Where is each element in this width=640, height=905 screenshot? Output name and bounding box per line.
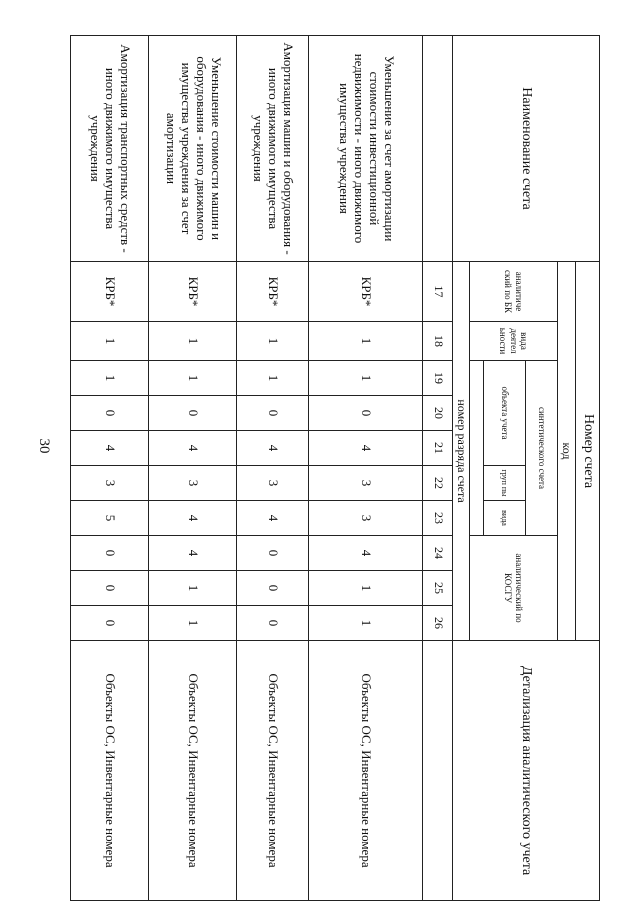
row-value: 1 (309, 322, 423, 361)
digit-26: 26 (423, 606, 453, 641)
row-value: 1 (309, 361, 423, 396)
object-header: объекта учета (484, 361, 526, 466)
row-value: КРБ* (309, 262, 423, 322)
row-value: КРБ* (237, 262, 309, 322)
row-value: 0 (149, 396, 237, 431)
table-row (149, 36, 237, 901)
row-value: 1 (71, 322, 149, 361)
digit-24: 24 (423, 536, 453, 571)
row-detail: Объекты ОС, Инвентарные номера (149, 641, 237, 901)
row-value: 4 (237, 501, 309, 536)
kind-header: вида (484, 501, 526, 536)
row-value: 0 (71, 571, 149, 606)
row-value: 3 (309, 501, 423, 536)
digit-19: 19 (423, 361, 453, 396)
row-detail: Объекты ОС, Инвентарные номера (71, 641, 149, 901)
analytic-bk-header: аналитиче ский по БК (470, 262, 558, 322)
row-detail: Объекты ОС, Инвентарные номера (237, 641, 309, 901)
row-value: 0 (71, 396, 149, 431)
row-account-name: Уменьшение за счет амортизации стоимости инвестиционной недвижимости - иного движимого имущества учреждения (309, 36, 423, 262)
table-row (237, 36, 309, 901)
row-account-name: Амортизация машин и оборудования - иного движимого имущества учреждения (237, 36, 309, 262)
rotated-page-content (80, 35, 600, 900)
account-name-header: Наименование счета (453, 36, 600, 262)
row-value: 1 (309, 571, 423, 606)
accounts-table (70, 35, 600, 901)
row-value: 3 (237, 466, 309, 501)
row-value: 4 (149, 536, 237, 571)
empty-cell (423, 641, 453, 901)
synthetic-account-header: синтетического счета (526, 361, 558, 536)
code-header: код (558, 262, 576, 641)
row-value: КРБ* (71, 262, 149, 322)
table-row (71, 36, 149, 901)
row-value: 1 (149, 606, 237, 641)
empty-cell (423, 36, 453, 262)
row-value: 0 (71, 536, 149, 571)
digit-25: 25 (423, 571, 453, 606)
row-value: КРБ* (149, 262, 237, 322)
activity-type-header: вида деятел ьности (470, 322, 558, 361)
row-value: 0 (309, 396, 423, 431)
row-value: 4 (149, 501, 237, 536)
digit-number-header: номер разряда счета (453, 262, 470, 641)
row-value: 1 (237, 361, 309, 396)
digit-18: 18 (423, 322, 453, 361)
digit-21: 21 (423, 431, 453, 466)
row-value: 0 (237, 536, 309, 571)
row-value: 3 (309, 466, 423, 501)
row-value: 4 (237, 431, 309, 466)
row-value: 1 (149, 322, 237, 361)
row-value: 3 (149, 466, 237, 501)
row-value: 1 (309, 606, 423, 641)
digit-number-row (423, 36, 453, 901)
page-number: 30 (36, 438, 52, 454)
row-account-name: Уменьшение стоимости машин и оборудования - иного движимого имущества учреждения за счет амортизации (149, 36, 237, 262)
row-account-name: Амортизация транспортных средств - иного движимого имущества учреждения (71, 36, 149, 262)
row-value: 0 (71, 606, 149, 641)
row-value: 1 (149, 361, 237, 396)
digit-22: 22 (423, 466, 453, 501)
row-value: 0 (237, 396, 309, 431)
row-value: 5 (71, 501, 149, 536)
row-value: 4 (309, 431, 423, 466)
account-number-header: Номер счета (576, 262, 600, 641)
row-value: 4 (309, 536, 423, 571)
group-header: груп пы (484, 466, 526, 501)
row-value: 1 (237, 322, 309, 361)
row-value: 1 (149, 571, 237, 606)
row-value: 1 (71, 361, 149, 396)
analytic-kosgu-header: аналитический по КОСГУ (470, 536, 558, 641)
digit-20: 20 (423, 396, 453, 431)
row-value: 4 (71, 431, 149, 466)
detail-header: Детализация аналитического учета (453, 641, 600, 901)
table-row (309, 36, 423, 901)
row-detail: Объекты ОС, Инвентарные номера (309, 641, 423, 901)
digit-23: 23 (423, 501, 453, 536)
row-value: 4 (149, 431, 237, 466)
digit-17: 17 (423, 262, 453, 322)
row-value: 3 (71, 466, 149, 501)
row-value: 0 (237, 571, 309, 606)
row-value: 0 (237, 606, 309, 641)
